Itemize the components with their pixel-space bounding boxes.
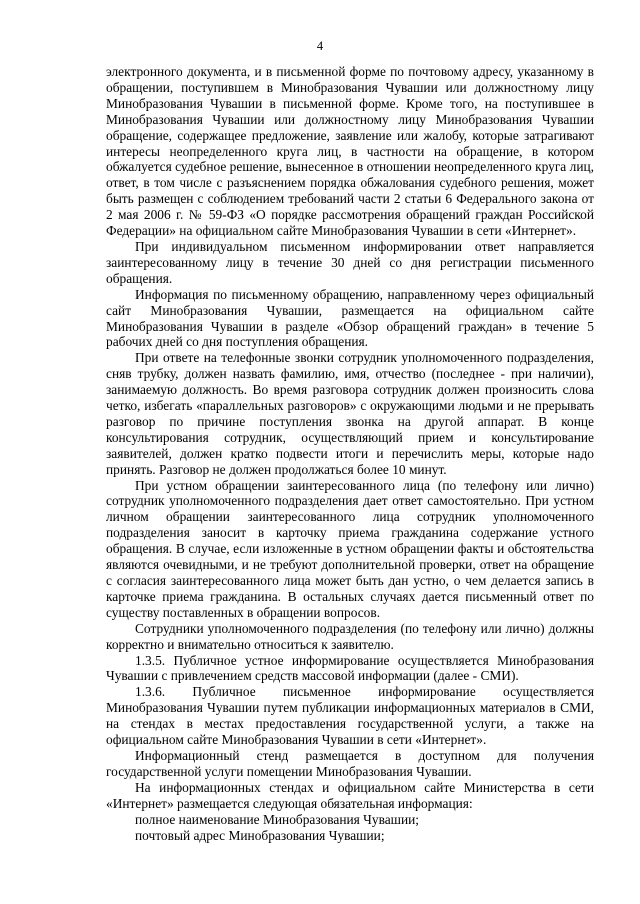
paragraph-1-3-5: 1.3.5. Публичное устное информирование осуществляется Минобразования Чувашии с привлечением средств массовой информации (далее - СМИ). — [106, 652, 594, 684]
page-body — [106, 64, 594, 843]
paragraph-1-3-6: 1.3.6. Публичное письменное информирование осуществляется Минобразования Чувашии путем публикации информационных материалов в СМИ, на стендах в местах предоставления государственной услуги, а также на официальном сайте Минобразования Чувашии в сети «Интернет». — [106, 684, 594, 748]
paragraph-phone-calls: При ответе на телефонные звонки сотрудник уполномоченного подразделения, сняв трубку, должен назвать фамилию, имя, отчество (последнее - при наличии), занимаемую должность. Во время разговора сотрудник должен произносить слова четко, избегать «параллельных разговоров» с окружающими людьми и не прерывать разговор по причине поступления звонка на другой аппарат. В конце консультирования сотрудник, осуществляющий прием и консультирование заявителей, должен кратко подвести итоги и перечислить меры, которые надо принять. Разговор не должен продолжаться более 10 минут. — [106, 350, 594, 477]
paragraph-individual-written-info: При индивидуальном письменном информировании ответ направляется заинтересованному лицу в течение 30 дней со дня регистрации письменного обращения. — [106, 238, 594, 286]
paragraph-info-stand: Информационный стенд размещается в доступном для получения государственной услуги помещении Минобразования Чувашии. — [106, 747, 594, 779]
paragraph-staff-conduct: Сотрудники уполномоченного подразделения (по телефону или лично) должны корректно и внимательно относиться к заявителю. — [106, 620, 594, 652]
list-item-postal-address: почтовый адрес Минобразования Чувашии; — [135, 827, 385, 843]
paragraph-oral-appeal: При устном обращении заинтересованного лица (по телефону или лично) сотрудник уполномоченного подразделения дает ответ самостоятельно. При устном личном обращении заинтересованного лица сотрудник уполномоченного подразделения заносит в карточку приема гражданина содержание устного обращения. В случае, если изложенные в устном обращении факты и обстоятельства являются очевидными, и не требуют дополнительной проверки, ответ на обращение с согласия заинтересованного лица может быть дан устно, о чем делается запись в карточке приема гражданина. В остальных случаях дается письменный ответ по существу поставленных в обращении вопросов. — [106, 477, 594, 620]
paragraph-mandatory-info: На информационных стендах и официальном сайте Министерства в сети «Интернет» размещается следующая обязательная информация: — [106, 779, 594, 811]
paragraph-continuation: электронного документа, и в письменной форме по почтовому адресу, указанному в обращении, поступившем в Минобразования Чувашии или должностному лицу Минобразования Чувашии в письменной форме. Кроме того, на поступившее в Минобразования Чувашии или должностному лицу Минобразования Чувашии обращение, содержащее предложение, заявление или жалобу, которые затрагивают интересы неопределенного круга лиц, в частности на обращение, в котором обжалуется судебное решение, вынесенное в отношении неопределенного круга лиц, ответ, в том числе с разъяснением порядка обжалования судебного решения, может быть размещен с соблюдением требований части 2 статьи 6 Федерального закона от 2 мая 2006 г. № 59-ФЗ «О порядке рассмотрения обращений граждан Российской Федерации» на официальном сайте Минобразования Чувашии в сети «Интернет». — [106, 64, 594, 239]
page-number: 4 — [316, 39, 324, 53]
paragraph-website-appeal: Информация по письменному обращению, направленному через официальный сайт Минобразования Чувашии, размещается на официальном сайте Минобразования Чувашии в разделе «Обзор обращений граждан» в течение 5 рабочих дней со дня поступления обращения. — [106, 286, 594, 350]
list-item-full-name: полное наименование Минобразования Чувашии; — [135, 811, 420, 827]
